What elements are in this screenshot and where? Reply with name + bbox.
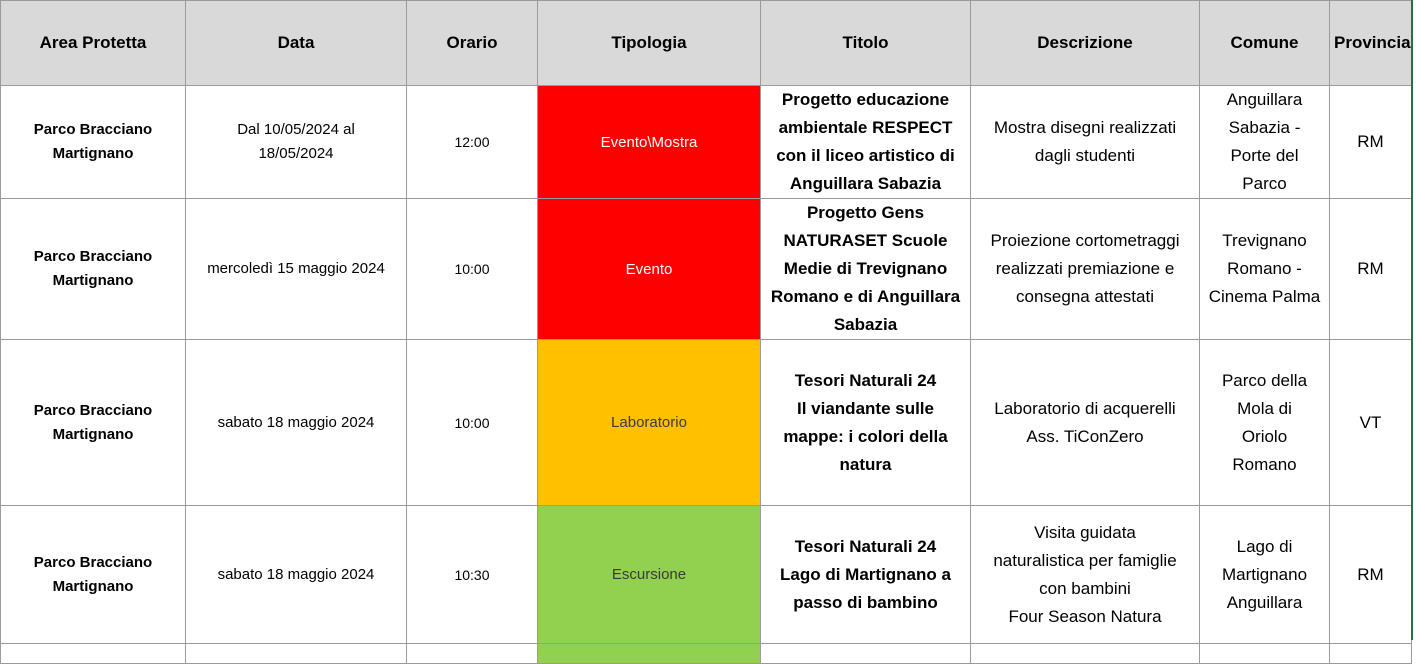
header-descrizione[interactable]: Descrizione (971, 1, 1200, 86)
cell-comune[interactable] (1200, 86, 1330, 199)
cell-text: sabato 18 maggio 2024 (217, 413, 375, 431)
header-provincia[interactable]: Provincia (1330, 1, 1412, 86)
cell-text: Parco Bracciano Martignano (33, 553, 153, 595)
cell-titolo[interactable] (761, 86, 971, 199)
cell-empty[interactable] (1330, 644, 1412, 664)
cell-descrizione[interactable] (971, 86, 1200, 199)
cell-text: mercoledì 15 maggio 2024 (207, 260, 385, 277)
cell-text: Mostra disegni realizzati dagli studenti (993, 118, 1177, 165)
cell-descrizione[interactable] (971, 506, 1200, 644)
cell-orario[interactable]: 10:00 (407, 340, 538, 506)
cell-text: Anguillara Sabazia - Porte del Parco (1226, 90, 1303, 193)
cell-text: Trevignano Romano - Cinema Palma (1208, 231, 1321, 306)
cell-text: Parco della Mola di Oriolo Romano (1221, 370, 1308, 474)
cell-tipologia[interactable]: Evento (538, 199, 761, 340)
cell-tipologia[interactable]: Evento\Mostra (538, 86, 761, 199)
cell-text: Progetto educazione ambientale RESPECT con il liceo artistico di Anguillara Sabazia (776, 90, 955, 193)
cell-empty[interactable] (1200, 644, 1330, 664)
cell-area[interactable] (1, 340, 186, 506)
table-row (1, 506, 1412, 644)
cell-data[interactable] (186, 199, 407, 340)
cell-text: Lago di Martignano Anguillara (1221, 536, 1308, 612)
cell-text: Tesori Naturali 24 Il viandante sulle mappe: i colori della natura (783, 370, 948, 474)
cell-empty[interactable] (186, 644, 407, 664)
cell-text: Visita guidata naturalistica per famiglie con bambini Four Season Natura (993, 522, 1177, 626)
table-row (1, 644, 1412, 664)
cell-tipologia[interactable]: Escursione (538, 506, 761, 644)
header-tipologia[interactable]: Tipologia (538, 1, 761, 86)
cell-comune[interactable] (1200, 340, 1330, 506)
cell-area[interactable] (1, 86, 186, 199)
cell-empty[interactable] (761, 644, 971, 664)
cell-text: Parco Bracciano Martignano (33, 248, 153, 289)
cell-text: sabato 18 maggio 2024 (217, 565, 375, 583)
table-row (1, 340, 1412, 506)
cell-text: Laboratorio di acquerelli Ass. TiConZero (994, 398, 1176, 446)
header-orario[interactable]: Orario (407, 1, 538, 86)
cell-text: Progetto Gens NATURASET Scuole Medie di Trevignano Romano e di Anguillara Sabazia (770, 203, 961, 334)
header-area-protetta[interactable]: Area Protetta (1, 1, 186, 86)
header-titolo[interactable]: Titolo (761, 1, 971, 86)
cell-titolo[interactable] (761, 199, 971, 340)
cell-tipologia[interactable]: Laboratorio (538, 340, 761, 506)
cell-orario[interactable]: 10:00 (407, 199, 538, 340)
cell-empty[interactable] (538, 644, 761, 664)
cell-text: Tesori Naturali 24 Lago di Martignano a passo di bambino (780, 536, 951, 612)
cell-provincia[interactable]: VT (1330, 340, 1412, 506)
cell-titolo[interactable] (761, 340, 971, 506)
cell-text: Dal 10/05/2024 al 18/05/2024 (237, 121, 355, 162)
cell-provincia[interactable]: RM (1330, 506, 1412, 644)
cell-empty[interactable] (407, 644, 538, 664)
table-row (1, 199, 1412, 340)
cell-provincia[interactable]: RM (1330, 86, 1412, 199)
cell-area[interactable] (1, 506, 186, 644)
header-row (1, 1, 1412, 86)
cell-descrizione[interactable] (971, 340, 1200, 506)
cell-orario[interactable]: 12:00 (407, 86, 538, 199)
cell-data[interactable] (186, 86, 407, 199)
header-data[interactable]: Data (186, 1, 407, 86)
table-row (1, 86, 1412, 199)
cell-titolo[interactable] (761, 506, 971, 644)
cell-orario[interactable]: 10:30 (407, 506, 538, 644)
cell-text: Parco Bracciano Martignano (33, 401, 153, 443)
selection-edge (1411, 0, 1421, 640)
cell-provincia[interactable]: RM (1330, 199, 1412, 340)
cell-comune[interactable] (1200, 506, 1330, 644)
cell-area[interactable] (1, 199, 186, 340)
cell-empty[interactable] (971, 644, 1200, 664)
cell-comune[interactable] (1200, 199, 1330, 340)
cell-data[interactable] (186, 506, 407, 644)
cell-text: Parco Bracciano Martignano (33, 121, 153, 162)
cell-empty[interactable] (1, 644, 186, 664)
header-comune[interactable]: Comune (1200, 1, 1330, 86)
cell-text: Proiezione cortometraggi realizzati premiazione e consegna attestati (990, 231, 1180, 306)
cell-descrizione[interactable] (971, 199, 1200, 340)
cell-data[interactable] (186, 340, 407, 506)
